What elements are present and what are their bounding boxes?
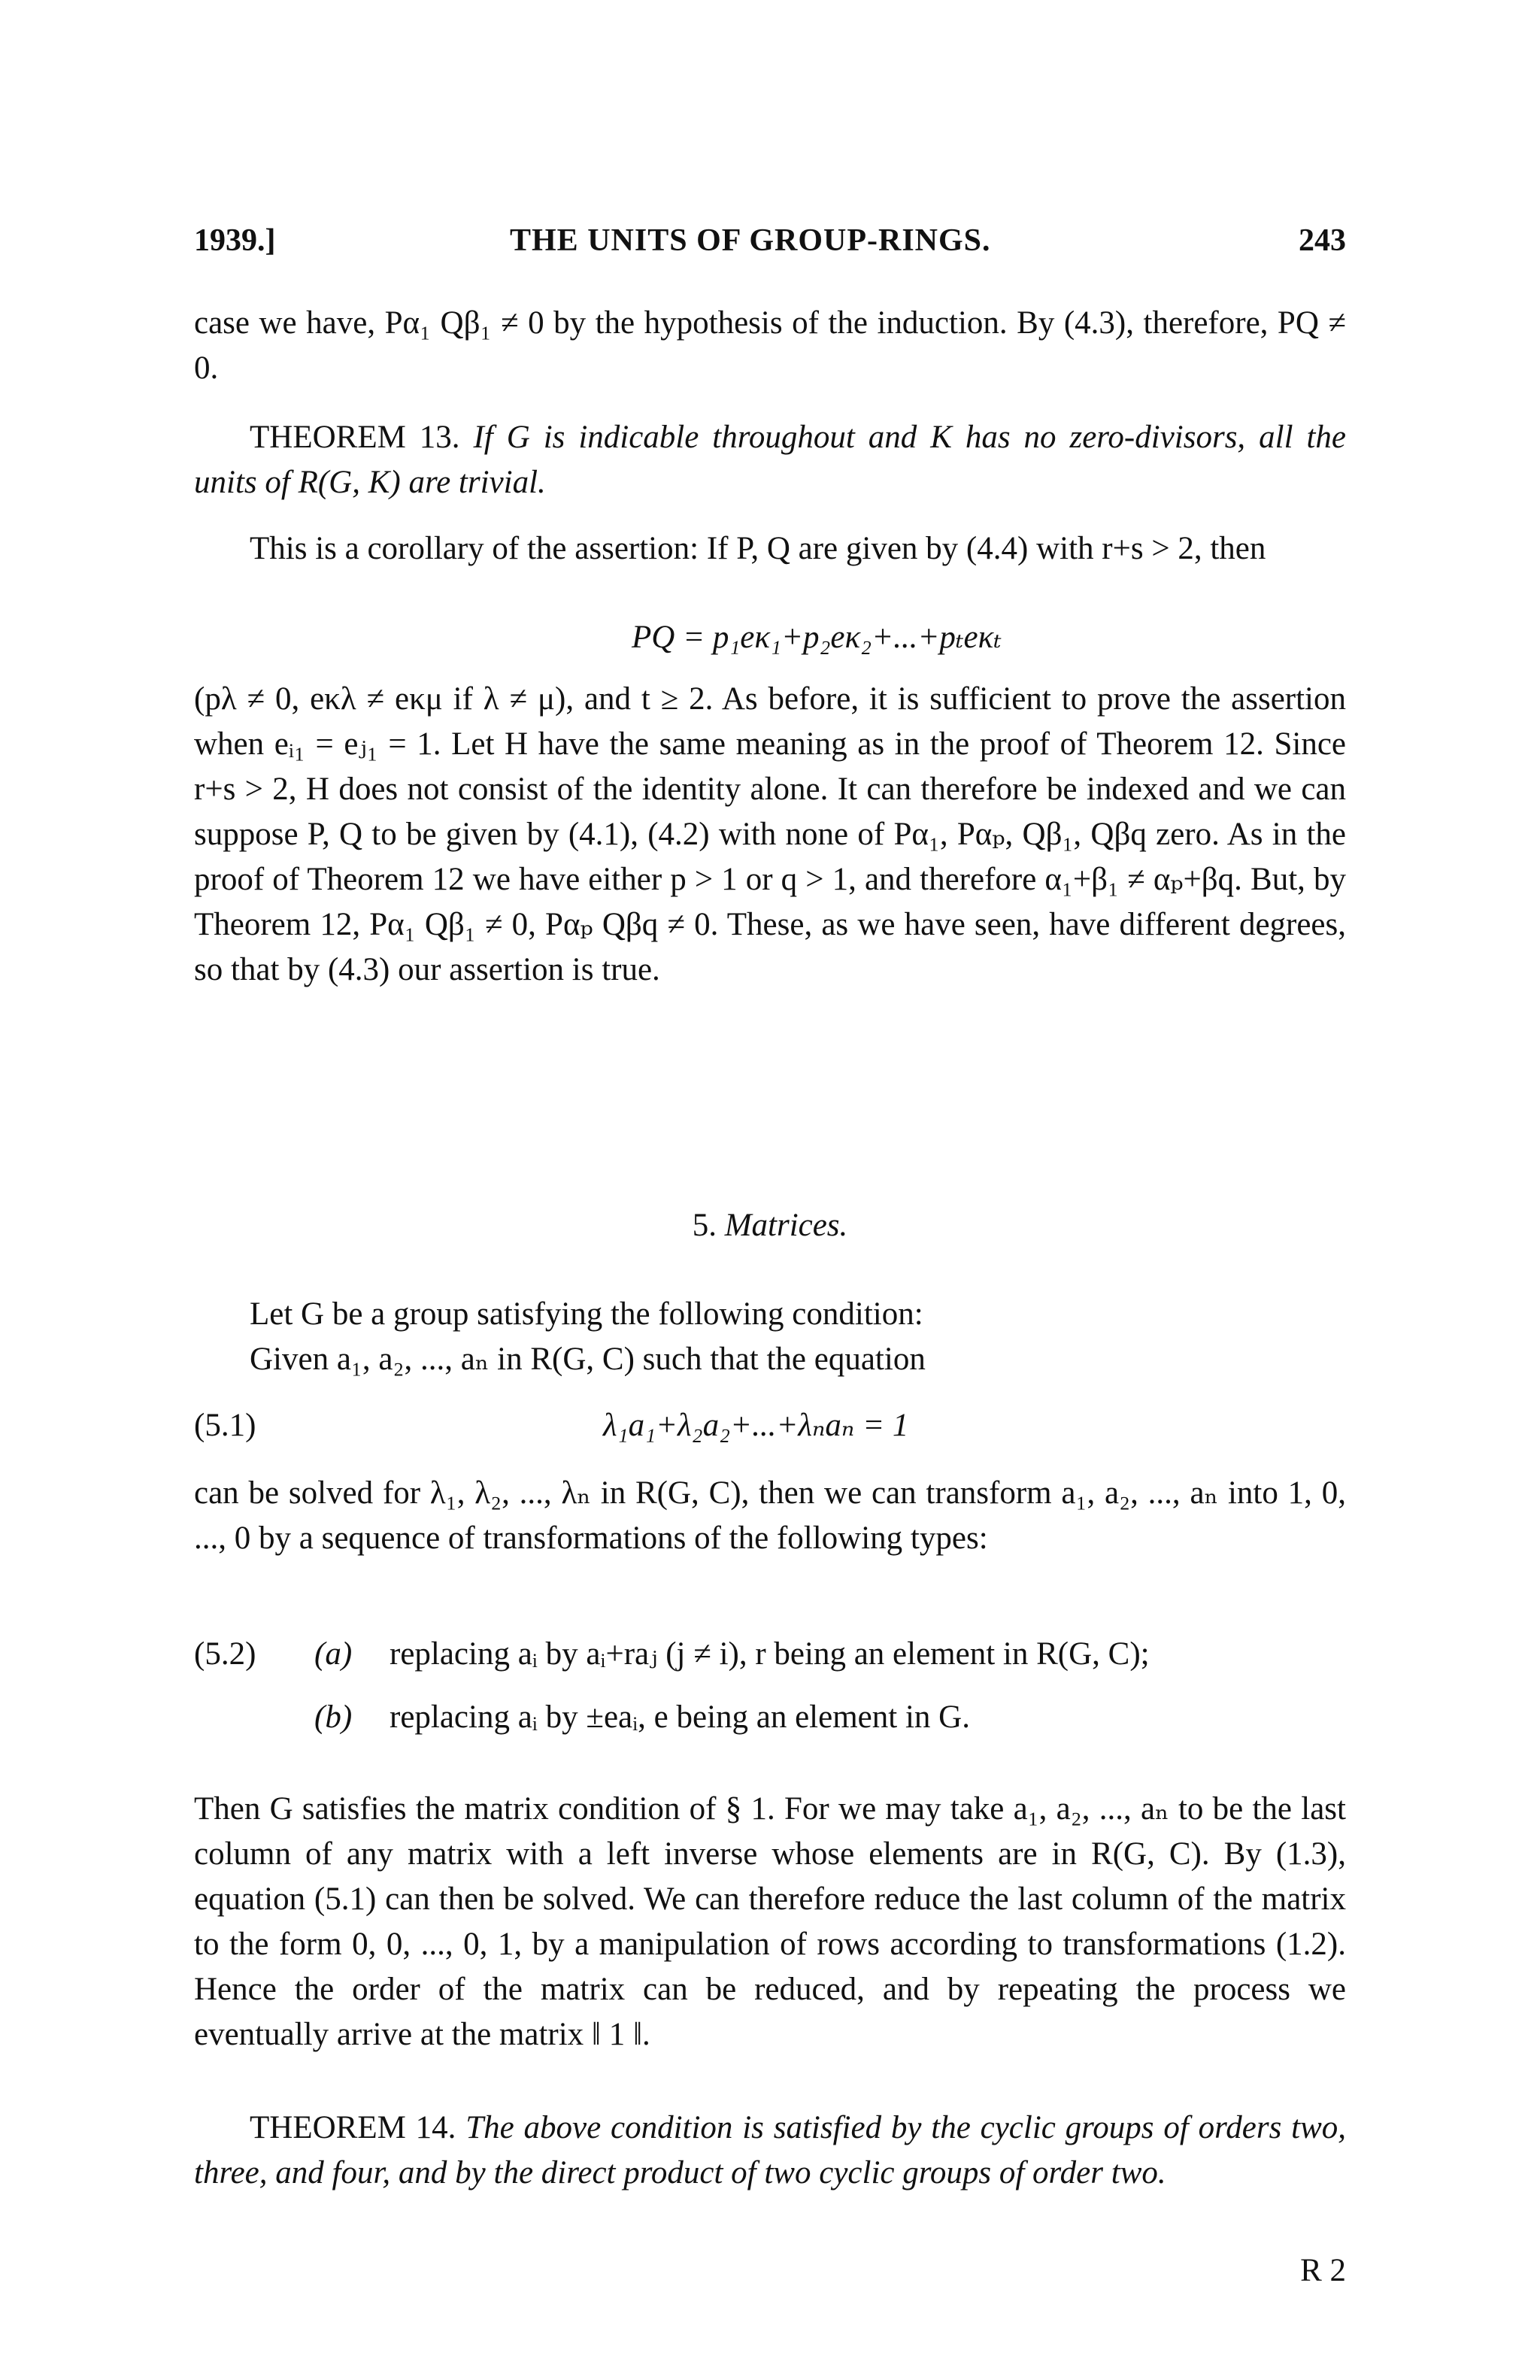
theorem-13-statement: If G is indicable throughout and K has no zero-divisors, all the units of R(G, K) are trivial.	[194, 420, 1347, 500]
running-header	[194, 218, 1346, 263]
header-title: THE UNITS OF GROUP-RINGS.	[510, 223, 991, 258]
transformation-a-text: replacing aᵢ by aᵢ+raⱼ (j ≠ i), r being an element in R(G, C);	[390, 1636, 1150, 1672]
theorem-13-label: THEOREM 13.	[250, 420, 460, 455]
equation-pq: PQ = p₁eκ₁+p₂eκ₂+...+pₜeκₜ	[632, 620, 1002, 655]
transformation-b-text: replacing aᵢ by ±eaᵢ, e being an element in G.	[390, 1699, 970, 1735]
theorem-14	[194, 2106, 1346, 2196]
paragraph-let: Let G be a group satisfying the following condition:	[250, 1296, 923, 1332]
paragraph-given: Given a₁, a₂, ..., aₙ in R(G, C) such that the equation	[250, 1342, 926, 1377]
section-title: Matrices.	[724, 1208, 848, 1243]
equation-5-2-number: (5.2)	[194, 1636, 256, 1672]
theorem-14-statement: The above condition is satisfied by the cyclic groups of orders two, three, and four, and by the direct product of two cyclic groups of order two.	[194, 2110, 1346, 2191]
transformation-a-label: (a)	[314, 1636, 353, 1672]
paragraph-corollary: This is a corollary of the assertion: If P, Q are given by (4.4) with r+s > 2, then	[250, 531, 1266, 566]
transformation-b-label: (b)	[314, 1699, 353, 1735]
theorem-13	[194, 415, 1346, 505]
signature-mark: R 2	[1300, 2253, 1346, 2288]
section-number: 5.	[692, 1208, 717, 1243]
paragraph-solved: can be solved for λ₁, λ₂, ..., λₙ in R(G, C), then we can transform a₁, a₂, ..., aₙ into 1, 0, ..., 0 by a sequence of transformations of the following types:	[194, 1475, 1346, 1556]
paragraph-induction-end: case we have, Pα₁ Qβ₁ ≠ 0 by the hypothesis of the induction. By (4.3), therefore, PQ ≠ 0.	[194, 305, 1346, 386]
equation-5-1-row	[194, 1403, 1346, 1448]
theorem-14-label: THEOREM 14.	[250, 2110, 456, 2145]
equation-5-1-number: (5.1)	[194, 1408, 256, 1443]
paragraph-proof: (pλ ≠ 0, eκλ ≠ eκμ if λ ≠ μ), and t ≥ 2. As before, it is sufficient to prove the assertion when eᵢ₁ = eⱼ₁ = 1. Let H have the same meaning as in the proof of Theorem 12. Since r+s > 2, H does not consist of the identity alone. It can therefore be indexed and we can suppose P, Q to be given by (4.1), (4.2) with none of Pα₁, Pαₚ, Qβ₁, Qβq zero. As in the proof of Theorem 12 we have either p > 1 or q > 1, and therefore α₁+β₁ ≠ αₚ+βq. But, by Theorem 12, Pα₁ Qβ₁ ≠ 0, Pαₚ Qβq ≠ 0. These, as we have seen, have different degrees, so that by (4.3) our assertion is true.	[194, 681, 1346, 987]
equation-5-1: λ₁a₁+λ₂a₂+...+λₙaₙ = 1	[603, 1408, 909, 1443]
paragraph-matrix-condition: Then G satisfies the matrix condition of § 1. For we may take a₁, a₂, ..., aₙ to be the last column of any matrix with a left inverse whose elements are in R(G, C). By (1.3), equation (5.1) can then be solved. We can therefore reduce the last column of the matrix to the form 0, 0, ..., 0, 1, by a manipulation of rows according to transformations (1.2). Hence the order of the matrix can be reduced, and by repeating the process we eventually arrive at the matrix ‖ 1 ‖.	[194, 1791, 1346, 2052]
section-heading	[194, 1203, 1346, 1248]
transformations-5-2	[194, 1632, 1346, 1737]
header-year: 1939.]	[194, 223, 276, 258]
page-number: 243	[1299, 223, 1346, 258]
